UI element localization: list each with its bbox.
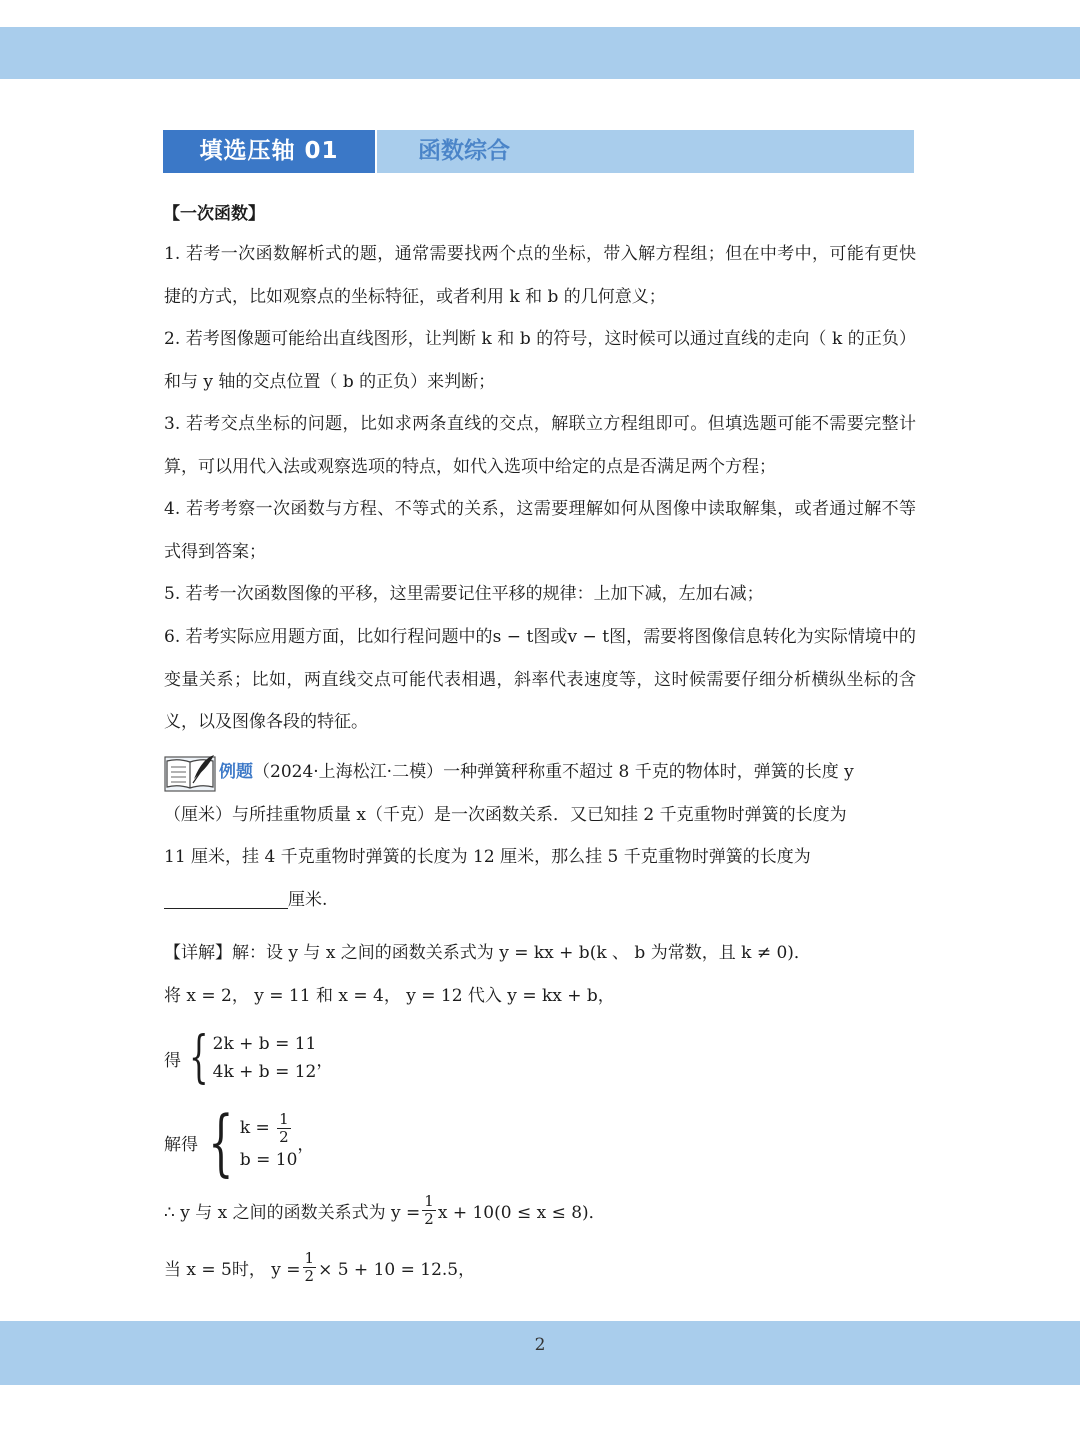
title-bar	[163, 130, 914, 173]
conclusion-prefix: ∴ y 与 x 之间的函数关系式为 y =	[164, 1203, 421, 1223]
point-4-text: 4. 若考考察一次函数与方程、不等式的关系，这需要理解如何从图像中读取解集，或者通过解不等式得到答案；	[164, 499, 916, 562]
example-line-2: （厘米）与所挂重物质量 x（千克）是一次函数关系．又已知挂 2 千克重物时弹簧的长度为	[164, 804, 847, 825]
solution-conclusion	[164, 1193, 606, 1228]
fraction-numerator: 1	[424, 1192, 434, 1210]
answer-unit: 厘米.	[288, 889, 328, 910]
point-4	[164, 488, 916, 573]
top-banner	[0, 27, 1080, 79]
example-line-1-text: （2024·上海松江·二模）一种弹簧秤称重不超过 8 千克的物体时，弹簧的长度 y	[253, 762, 854, 782]
solution-line-1: 【详解】解：设 y 与 x 之间的函数关系式为 y = kx + b(k 、 b 为常数，且 k ≠ 0)．	[164, 943, 811, 963]
solution-when	[164, 1250, 475, 1285]
system2-equation-2: b = 10	[239, 1149, 298, 1170]
book-quill-icon	[164, 753, 216, 793]
example-answer-line	[164, 879, 916, 922]
title-tag: 填选压轴 01	[163, 130, 375, 173]
point-5	[164, 573, 916, 616]
jiede-label: 解得	[164, 1134, 198, 1155]
point-6-text: 6. 若考实际应用题方面，比如行程问题中的s − t图或v − t图，需要将图像信息转化为实际情境中的变量关系；比如，两直线交点可能代表相遇，斜率代表速度等，这时候需要仔细分析横纵坐标的含义，以及图像各段的特征。	[164, 627, 916, 733]
point-5-text: 5. 若考一次函数图像的平移，这里需要记住平移的规律：上加下减，左加右减；	[164, 584, 764, 604]
point-2-text: 2. 若考图像题可能给出直线图形，让判断 k 和 b 的符号，这时候可以通过直线的走向（ k 的正负）和与 y 轴的交点位置（ b 的正负）来判断；	[164, 329, 916, 392]
example-block	[164, 751, 916, 921]
answer-blank	[164, 886, 288, 909]
equation-system-2	[164, 1100, 315, 1184]
system2-tail: ，	[297, 1134, 315, 1155]
example-label: 例题	[219, 762, 253, 782]
point-3	[164, 403, 916, 488]
page-number: 2	[534, 1335, 546, 1355]
example-line-1	[164, 751, 916, 794]
point-1	[164, 233, 916, 318]
system1-equation-2: 4k + b = 12	[212, 1062, 317, 1082]
point-2	[164, 318, 916, 403]
conclusion-suffix: x + 10(0 ≤ x ≤ 8)．	[437, 1203, 606, 1223]
system2-equation-1	[240, 1111, 298, 1146]
when-prefix: 当 x = 5时， y =	[164, 1260, 301, 1280]
left-brace: {	[189, 1025, 209, 1090]
fraction-denominator: 2	[424, 1210, 434, 1228]
fraction-half	[277, 1111, 291, 1146]
fraction-denominator: 2	[279, 1127, 289, 1146]
solution-line-2: 将 x = 2， y = 11 和 x = 4， y = 12 代入 y = kx + b，	[164, 986, 615, 1006]
equation-system-1	[164, 1025, 334, 1090]
point-6	[164, 616, 916, 744]
fraction-numerator: 1	[304, 1249, 315, 1267]
fraction-numerator: 1	[279, 1109, 289, 1128]
section-heading: 【一次函数】	[163, 204, 265, 224]
system1-tail: ，	[316, 1050, 334, 1071]
left-brace: {	[208, 1100, 234, 1184]
title-topic: 函数综合	[377, 130, 914, 173]
example-line-3: 11 厘米，挂 4 千克重物时弹簧的长度为 12 厘米，那么挂 5 千克重物时弹簧的长度为	[164, 847, 811, 868]
conclusion-fraction	[422, 1193, 436, 1228]
point-1-text: 1. 若考一次函数解析式的题，通常需要找两个点的坐标，带入解方程组；但在中考中，可能有更快捷的方式，比如观察点的坐标特征，或者利用 k 和 b 的几何意义；	[164, 244, 916, 307]
system2-eq1-lhs: k =	[239, 1117, 270, 1138]
fraction-denominator: 2	[304, 1267, 315, 1285]
when-suffix: × 5 + 10 = 12.5，	[318, 1260, 476, 1280]
point-3-text: 3. 若考交点坐标的问题，比如求两条直线的交点，解联立方程组即可。但填选题可能不需要完整计算，可以用代入法或观察选项的特点，如代入选项中给定的点是否满足两个方程；	[164, 414, 916, 477]
de-label: 得	[164, 1050, 181, 1071]
system1-equation-1: 2k + b = 11	[212, 1034, 317, 1054]
when-fraction	[303, 1250, 317, 1285]
